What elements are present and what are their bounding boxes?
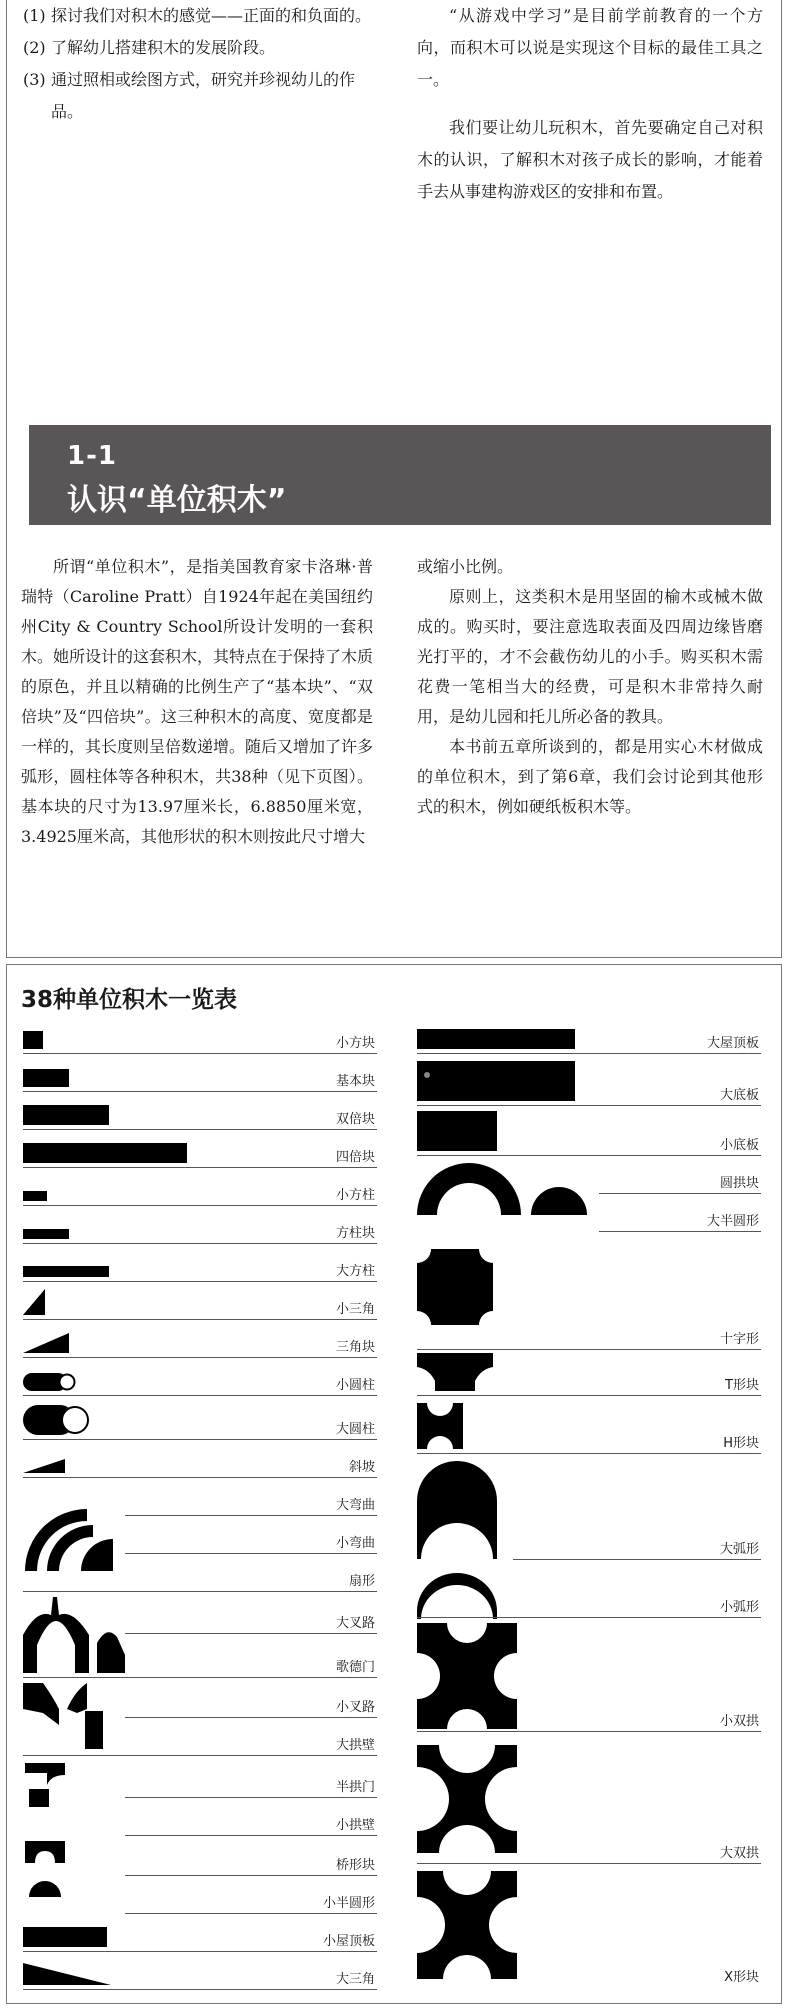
row-divider [23, 1591, 377, 1592]
row-divider [513, 1559, 761, 1560]
block-row [513, 1521, 761, 1559]
objective-number: (3) [23, 70, 46, 89]
row-divider [417, 1731, 761, 1732]
block-row [125, 1515, 377, 1553]
small-triangle-icon [23, 1289, 45, 1315]
block-label: 小底板 [719, 1138, 759, 1153]
intro-paragraph: 我们要让幼儿玩积木，首先要确定自己对积木的认识，了解积木对孩子成长的影响，才能着手去从事建构游戏区的安排和布置。 [417, 118, 763, 201]
objective-item [23, 32, 371, 64]
block-row [23, 1015, 377, 1053]
section-banner [29, 425, 771, 525]
block-label: 四倍块 [335, 1150, 375, 1165]
block-row [599, 1155, 761, 1193]
block-label: 十字形 [719, 1332, 759, 1347]
block-label: 桥形块 [335, 1858, 375, 1873]
block-row [23, 1395, 377, 1439]
block-label: 大叉路 [335, 1616, 375, 1631]
block-row [125, 1595, 377, 1633]
intro-paragraphs [417, 0, 763, 208]
block-row [417, 1825, 761, 1863]
t-block-icon [417, 1353, 493, 1391]
double-unit-block-icon [23, 1105, 109, 1125]
block-label: 小弧形 [719, 1600, 759, 1615]
row-divider [417, 1617, 761, 1618]
row-divider [125, 1835, 377, 1836]
block-row [417, 1105, 761, 1155]
body-right-column [417, 552, 763, 822]
block-row [23, 1439, 377, 1477]
small-pillar-icon [23, 1191, 47, 1201]
section-title: 认识“单位积木” [67, 483, 287, 518]
bridge-semicircle-icon [25, 1841, 75, 1897]
block-label: 大屋顶板 [706, 1036, 759, 1051]
objective-item [23, 0, 371, 32]
block-row [23, 1639, 377, 1677]
section-number: 1-1 [67, 441, 117, 471]
chart-title: 38种单位积木一览表 [21, 987, 238, 1013]
large-arc-icon [417, 1461, 497, 1559]
block-row [23, 1091, 377, 1129]
block-row [23, 1243, 377, 1281]
row-divider [23, 1677, 377, 1678]
block-label: 大双拱 [719, 1846, 759, 1861]
block-row [125, 1679, 377, 1717]
block-label: 斜坡 [348, 1460, 375, 1475]
block-label: 大弯曲 [335, 1498, 375, 1513]
block-label: 小圆柱 [335, 1378, 375, 1393]
block-row [23, 1913, 377, 1951]
quadruple-unit-block-icon [23, 1143, 187, 1163]
block-label: 大拱壁 [335, 1738, 375, 1753]
half-arch-icon [25, 1763, 75, 1807]
body-left-column [21, 552, 373, 852]
block-row [417, 1395, 761, 1453]
ramp-icon [23, 1459, 65, 1473]
block-row [125, 1759, 377, 1797]
intro-paragraph: “从游戏中学习”是目前学前教育的一个方向，而积木可以说是实现这个目标的最佳工具之一。 [417, 6, 763, 89]
body-paragraph: 本书前五章所谈到的，都是用实心木材做成的单位积木，到了第6章，我们会讨论到其他形式的积木，例如硬纸板积木等。 [417, 737, 763, 816]
block-row [417, 1311, 761, 1349]
row-divider [125, 1633, 377, 1634]
block-row [125, 1797, 377, 1835]
row-divider [599, 1231, 761, 1232]
block-row [23, 1129, 377, 1167]
small-roof-board-icon [23, 1927, 107, 1947]
arch-semicircle-icon [417, 1163, 587, 1215]
block-label: 基本块 [335, 1074, 375, 1089]
block-row [417, 1349, 761, 1395]
body-paragraph: 原则上，这类积木是用坚固的榆木或械木做成的。购买时，要注意选取表面及四周边缘皆磨光打平的，才不会截伤幼儿的小手。购买积木需花费一笔相当大的经费，可是积木非常持久耐用，是幼儿园和托儿所必备的教具。 [417, 587, 763, 726]
pillar-icon [23, 1229, 69, 1239]
block-row [417, 1057, 761, 1105]
row-divider [23, 1989, 377, 1990]
objective-text: 了解幼儿搭建积木的发展阶段。 [51, 38, 276, 57]
block-row [125, 1875, 377, 1913]
block-row [23, 1205, 377, 1243]
block-row [23, 1167, 377, 1205]
block-label: 大三角 [335, 1972, 375, 1987]
small-cylinder-icon [23, 1373, 77, 1391]
block-label: 双倍块 [335, 1112, 375, 1127]
large-pillar-icon [23, 1266, 109, 1277]
block-label: T形块 [725, 1378, 759, 1393]
block-row [23, 1951, 377, 1989]
book-page-intro [6, 0, 782, 958]
block-row [125, 1837, 377, 1875]
block-label: 歌德门 [335, 1660, 375, 1675]
objectives-list [23, 0, 371, 128]
block-label: 小双拱 [719, 1714, 759, 1729]
block-row [23, 1281, 377, 1319]
row-divider [23, 1755, 377, 1756]
row-divider [417, 1863, 761, 1864]
block-row [23, 1357, 377, 1395]
block-label: 小方柱 [335, 1188, 375, 1203]
objective-number: (1) [23, 6, 46, 25]
large-roof-board-icon [417, 1029, 575, 1049]
objective-item [23, 64, 371, 128]
triangle-block-icon [23, 1333, 69, 1353]
block-row [417, 1579, 761, 1617]
block-label: 大弧形 [719, 1542, 759, 1557]
block-label: 小方块 [335, 1036, 375, 1051]
block-row [23, 1717, 377, 1755]
block-label: 圆拱块 [719, 1176, 759, 1191]
block-label: 小叉路 [335, 1700, 375, 1715]
block-label: 小半圆形 [322, 1896, 375, 1911]
block-row [599, 1193, 761, 1231]
block-label: 扇形 [348, 1574, 375, 1589]
small-square-block-icon [23, 1031, 43, 1049]
block-label: H形块 [723, 1436, 759, 1451]
block-row [23, 1053, 377, 1091]
row-divider [417, 1053, 761, 1054]
block-label: 三角块 [335, 1340, 375, 1355]
large-triangle-icon [23, 1963, 111, 1985]
block-row [23, 1319, 377, 1357]
book-page-block-chart [6, 964, 782, 2004]
body-paragraph: 所谓“单位积木”，是指美国教育家卡洛琳·普瑞特（Caroline Pratt）自1924年起在美国纽约州City & Country School所设计发明的一套积木。她所设计的这套积木，其特点在于保持了木质的原色，并且以精确的比例生产了“基本块”、“双倍块”及“四倍块”。这三种积木的高度、宽度都是一样的，其长度则呈倍数递增。随后又增加了许多弧形，圆柱体等各种积木，共38种（见下页图）。基本块的尺寸为13.97厘米长，6.8850厘米宽，3.4925厘米高，其他形状的积木则按此尺寸增大 [21, 557, 374, 846]
unit-block-icon [23, 1069, 69, 1087]
block-label: 大底板 [719, 1088, 759, 1103]
block-label: 小弯曲 [335, 1536, 375, 1551]
h-block-icon [417, 1403, 463, 1449]
block-row [125, 1477, 377, 1515]
block-row [417, 1015, 761, 1053]
row-divider [417, 1453, 761, 1454]
block-label: 大半圆形 [706, 1214, 759, 1229]
objectives-list-column [23, 0, 371, 128]
block-row [417, 1693, 761, 1731]
block-label: 大方柱 [335, 1264, 375, 1279]
block-label: 小拱壁 [335, 1818, 375, 1833]
block-label: 半拱门 [335, 1780, 375, 1795]
objective-text: 探讨我们对积木的感觉——正面的和负面的。 [51, 6, 372, 25]
block-label: X形块 [724, 1970, 759, 1985]
block-row [417, 1949, 761, 1987]
large-floor-board-icon [417, 1061, 575, 1101]
objective-text: 通过照相或绘图方式，研究并珍视幼儿的作品。 [51, 70, 356, 121]
body-paragraph: 或缩小比例。 [417, 557, 514, 576]
block-label: 小屋顶板 [322, 1934, 375, 1949]
block-label: 大圆柱 [335, 1422, 375, 1437]
objective-number: (2) [23, 38, 46, 57]
block-row [23, 1553, 377, 1591]
small-floor-board-icon [417, 1111, 497, 1151]
block-label: 小三角 [335, 1302, 375, 1317]
large-cylinder-icon [23, 1405, 89, 1435]
block-label: 方柱块 [335, 1226, 375, 1241]
